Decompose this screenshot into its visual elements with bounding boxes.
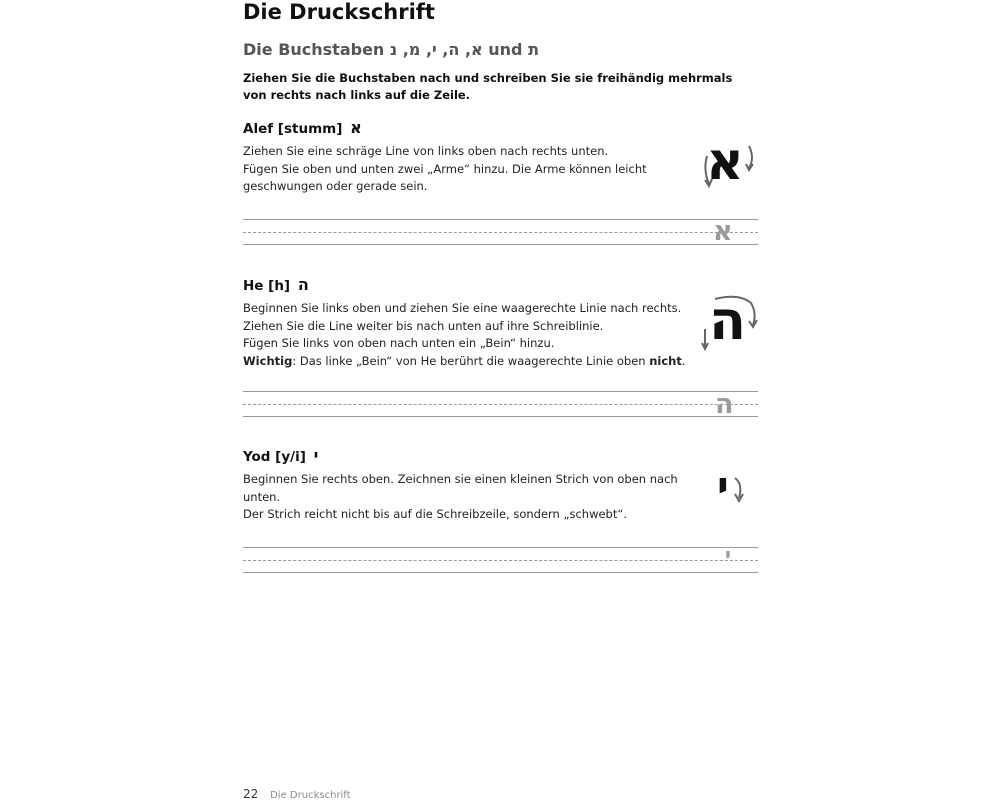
subtitle-und: und xyxy=(488,40,523,59)
section-yod xyxy=(243,446,758,567)
section-title-text: Alef [stumm] xyxy=(243,121,343,137)
stroke-guide-letter: י xyxy=(717,464,729,510)
page-title: Die Druckschrift xyxy=(243,0,435,24)
section-alef xyxy=(243,118,758,247)
section-title xyxy=(243,446,758,465)
description-line: Beginnen Sie rechts oben. Zeichnen sie einen kleinen Strich von oben nach unten. xyxy=(243,472,678,504)
section-title xyxy=(243,275,758,294)
workbook-page xyxy=(243,0,758,800)
section-description xyxy=(243,300,693,370)
writing-line-base xyxy=(243,244,758,245)
description-line: Beginnen Sie links oben und ziehen Sie eine waagerechte Linie nach rechts. xyxy=(243,301,682,315)
writing-line-mid xyxy=(243,232,758,233)
section-he xyxy=(243,275,758,420)
subtitle xyxy=(243,40,539,59)
description-line: Ziehen Sie die Line weiter bis nach unten auf ihre Schreiblinie. xyxy=(243,318,604,333)
writing-lines[interactable] xyxy=(243,389,758,420)
section-description xyxy=(243,143,683,196)
section-title xyxy=(243,118,758,137)
description-line: Fügen Sie oben und unten zwei „Arme“ hinzu. Die Arme können leicht geschwungen oder gerade sein. xyxy=(243,161,647,193)
section-title-text: He [h] xyxy=(243,278,291,294)
writing-line-top xyxy=(243,547,758,548)
important-note xyxy=(243,353,693,371)
section-title-text: Yod [y/i] xyxy=(243,449,306,465)
important-text: : Das linke „Bein“ von He berührt die waagerechte Linie oben xyxy=(292,353,650,368)
subtitle-letters: א, ה, י, מ, נ xyxy=(389,40,483,59)
description-line: Fügen Sie links von oben nach unten ein „Bein“ hinzu. xyxy=(243,336,555,350)
writing-line-base xyxy=(243,416,758,417)
writing-line-mid xyxy=(243,560,758,561)
footer-title: Die Druckschrift xyxy=(270,790,351,801)
writing-lines[interactable] xyxy=(243,216,758,247)
stroke-direction-arrows-icon xyxy=(699,140,759,192)
sample-letter: א xyxy=(713,216,733,247)
instruction-text: Ziehen Sie die Buchstaben nach und schreiben Sie sie freihändig mehrmals von rechts nach links auf die Zeile. xyxy=(243,71,733,102)
writing-line-top xyxy=(243,391,758,392)
important-bold: nicht xyxy=(649,353,682,368)
subtitle-last-letter: ת xyxy=(528,40,539,59)
writing-lines[interactable] xyxy=(243,543,758,573)
subtitle-prefix: Die Buchstaben xyxy=(243,40,385,59)
stroke-direction-arrow-icon xyxy=(729,474,749,510)
page-number: 22 xyxy=(243,787,259,801)
writing-line-top xyxy=(243,219,758,220)
section-title-letter: ה xyxy=(297,275,309,294)
sample-letter: ה xyxy=(715,389,734,420)
section-title-letter: א xyxy=(350,118,362,137)
writing-line-mid xyxy=(243,404,758,405)
stroke-guide-letter: א xyxy=(706,132,744,192)
section-description xyxy=(243,471,683,524)
description-line: Der Strich reicht nicht bis auf die Schreibzeile, sondern „schwebt“. xyxy=(243,507,627,521)
section-title-letter: י xyxy=(313,446,319,465)
description-line: Ziehen Sie eine schräge Line von links oben nach rechts unten. xyxy=(243,144,609,158)
writing-line-base xyxy=(243,572,758,573)
sample-letter: י xyxy=(725,543,731,567)
stroke-direction-arrows-icon xyxy=(699,291,759,353)
important-label: Wichtig xyxy=(243,353,293,368)
important-end: . xyxy=(681,353,686,368)
stroke-guide-letter: ה xyxy=(709,289,747,352)
page-footer xyxy=(243,787,351,801)
